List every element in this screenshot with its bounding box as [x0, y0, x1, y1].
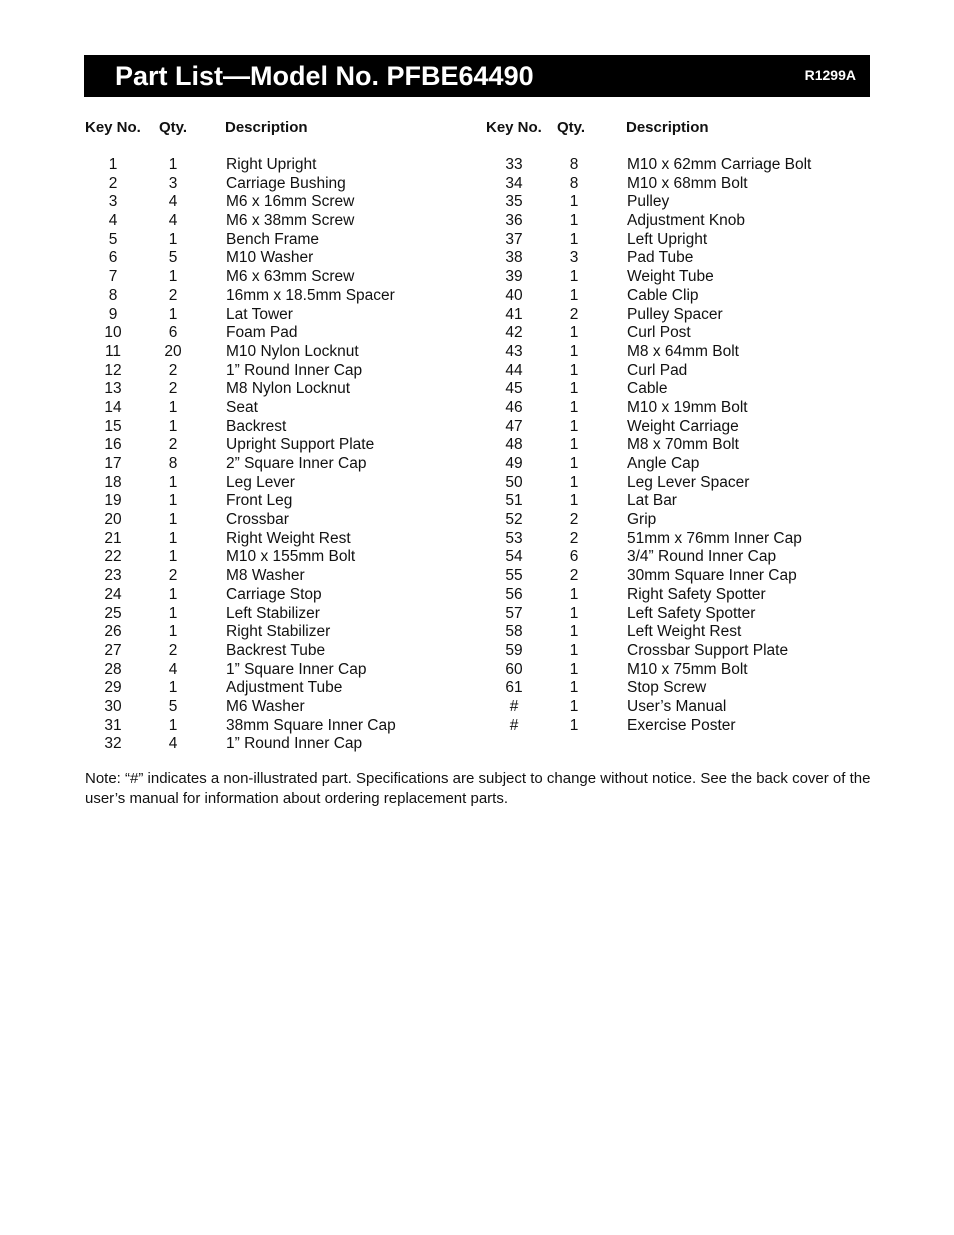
part-key-no: 39 — [505, 268, 523, 286]
part-row — [0, 679, 470, 698]
part-row — [470, 175, 910, 194]
part-row — [470, 231, 910, 250]
part-row — [470, 474, 910, 493]
part-key-no: # — [509, 716, 519, 734]
part-description: Pulley — [627, 193, 670, 211]
part-row — [0, 362, 470, 381]
part-qty: 3 — [168, 174, 178, 192]
right-key-no-header: Key No. — [486, 119, 542, 136]
part-row — [470, 212, 910, 231]
part-key-no: 5 — [108, 230, 118, 248]
part-qty: 2 — [168, 361, 178, 379]
part-key-no: 15 — [104, 417, 122, 435]
part-description: Foam Pad — [226, 324, 298, 342]
part-key-no: 12 — [104, 361, 122, 379]
part-key-no: 58 — [505, 623, 523, 641]
part-description: 51mm x 76mm Inner Cap — [627, 529, 802, 547]
part-key-no: 52 — [505, 511, 523, 529]
part-description: Front Leg — [226, 492, 293, 510]
parts-list-left — [0, 156, 470, 754]
part-key-no: 25 — [104, 604, 122, 622]
part-row — [470, 399, 910, 418]
part-row — [470, 717, 910, 736]
part-key-no: 56 — [505, 585, 523, 603]
part-description: Angle Cap — [627, 455, 700, 472]
part-key-no: 33 — [505, 156, 523, 173]
part-qty: 1 — [569, 212, 579, 230]
part-description: Upright Support Plate — [226, 436, 375, 454]
part-row — [0, 735, 470, 754]
part-qty: 2 — [168, 286, 178, 304]
part-qty: 1 — [569, 342, 579, 360]
part-description: M8 Nylon Locknut — [226, 380, 351, 398]
part-qty: 8 — [569, 156, 579, 173]
part-description: Pad Tube — [627, 249, 694, 267]
part-key-no: 14 — [104, 398, 122, 416]
part-key-no: 36 — [505, 212, 523, 230]
part-description: M6 x 63mm Screw — [226, 268, 355, 286]
part-description: Weight Carriage — [627, 417, 739, 435]
part-key-no: 42 — [505, 324, 523, 342]
part-row — [470, 249, 910, 268]
part-key-no: 3 — [108, 193, 118, 211]
part-description: M10 x 62mm Carriage Bolt — [627, 156, 812, 173]
title-bar — [84, 55, 870, 97]
part-qty: 6 — [168, 324, 178, 342]
part-description: M6 Washer — [226, 697, 305, 715]
part-key-no: 49 — [505, 455, 523, 472]
parts-list-right — [470, 156, 910, 735]
part-description: Weight Tube — [627, 268, 714, 286]
part-qty: 1 — [168, 417, 178, 435]
right-qty-header: Qty. — [557, 119, 586, 136]
part-row — [470, 362, 910, 381]
part-key-no: 48 — [505, 436, 523, 454]
part-description: Lat Bar — [627, 492, 677, 510]
part-row — [0, 175, 470, 194]
part-description: Cable — [627, 380, 668, 398]
part-key-no: 6 — [108, 249, 118, 267]
part-key-no: 30 — [104, 697, 122, 715]
part-key-no: 44 — [505, 361, 523, 379]
part-row — [0, 567, 470, 586]
part-key-no: 46 — [505, 398, 523, 416]
part-key-no: 26 — [104, 623, 122, 641]
part-description: Pulley Spacer — [627, 305, 723, 323]
part-row — [470, 511, 910, 530]
part-qty: 2 — [168, 380, 178, 398]
part-description: User’s Manual — [627, 697, 727, 715]
part-qty: 1 — [168, 230, 178, 248]
part-qty: 5 — [168, 249, 178, 267]
part-key-no: 11 — [104, 342, 122, 360]
part-qty: 1 — [168, 679, 178, 697]
part-qty: 1 — [569, 604, 579, 622]
part-row — [470, 343, 910, 362]
part-description: 3/4” Round Inner Cap — [627, 548, 777, 566]
part-description: Right Safety Spotter — [627, 585, 766, 603]
part-key-no: 8 — [108, 286, 118, 304]
part-description: Seat — [226, 398, 258, 416]
part-row — [0, 343, 470, 362]
part-row — [470, 698, 910, 717]
part-key-no: 20 — [104, 511, 122, 529]
part-description: Right Stabilizer — [226, 623, 331, 641]
part-qty: 1 — [168, 623, 178, 641]
part-row — [470, 548, 910, 567]
part-key-no: 18 — [104, 473, 122, 491]
part-qty: 2 — [168, 567, 178, 585]
part-description: Backrest Tube — [226, 641, 326, 659]
part-key-no: 16 — [104, 436, 122, 454]
part-key-no: 29 — [104, 679, 122, 697]
part-description: Lat Tower — [226, 305, 293, 323]
part-row — [0, 661, 470, 680]
part-description: Right Upright — [226, 156, 317, 173]
part-qty: 4 — [168, 735, 178, 753]
part-key-no: 45 — [505, 380, 523, 398]
part-qty: 20 — [164, 342, 182, 360]
part-description: Carriage Stop — [226, 585, 322, 603]
part-key-no: 27 — [104, 641, 122, 659]
part-key-no: 24 — [104, 585, 122, 603]
part-key-no: 1 — [108, 156, 118, 173]
part-qty: 4 — [168, 660, 178, 678]
part-key-no: 13 — [104, 380, 122, 398]
part-description: Adjustment Knob — [627, 212, 746, 230]
left-description-header: Description — [225, 119, 308, 136]
part-qty: 2 — [569, 511, 579, 529]
part-row — [0, 492, 470, 511]
part-description: Crossbar Support Plate — [627, 641, 789, 659]
part-qty: 5 — [168, 697, 178, 715]
part-key-no: 59 — [505, 641, 523, 659]
part-key-no: 47 — [505, 417, 523, 435]
part-key-no: 53 — [505, 529, 523, 547]
part-row — [0, 548, 470, 567]
part-row — [470, 623, 910, 642]
part-row — [470, 661, 910, 680]
part-key-no: 17 — [104, 455, 122, 472]
part-description: 2” Square Inner Cap — [226, 455, 367, 472]
part-key-no: 34 — [505, 174, 523, 192]
part-row — [470, 156, 910, 175]
part-key-no: 23 — [104, 567, 122, 585]
part-row — [470, 455, 910, 474]
part-qty: 4 — [168, 212, 178, 230]
part-qty: 1 — [168, 268, 178, 286]
part-key-no: 60 — [505, 660, 523, 678]
part-description: Left Weight Rest — [627, 623, 742, 641]
part-row — [0, 324, 470, 343]
part-key-no: 37 — [505, 230, 523, 248]
part-qty: 2 — [569, 305, 579, 323]
part-row — [0, 511, 470, 530]
document-code: R1299A — [804, 67, 856, 83]
part-key-no: 55 — [505, 567, 523, 585]
part-description: Leg Lever — [226, 473, 295, 491]
part-qty: 1 — [569, 193, 579, 211]
part-row — [0, 530, 470, 549]
part-qty: 1 — [168, 492, 178, 510]
part-qty: 1 — [569, 492, 579, 510]
right-description-header: Description — [626, 119, 709, 136]
part-description: M8 x 64mm Bolt — [627, 342, 739, 360]
part-description: M8 x 70mm Bolt — [627, 436, 739, 454]
part-description: Right Weight Rest — [226, 529, 351, 547]
part-description: M6 x 38mm Screw — [226, 212, 355, 230]
part-row — [0, 268, 470, 287]
part-key-no: 7 — [108, 268, 118, 286]
part-row — [0, 193, 470, 212]
part-qty: 3 — [569, 249, 579, 267]
part-qty: 1 — [569, 324, 579, 342]
part-key-no: 2 — [108, 174, 118, 192]
part-row — [0, 455, 470, 474]
part-key-no: 38 — [505, 249, 523, 267]
part-row — [0, 156, 470, 175]
part-row — [470, 530, 910, 549]
part-description: Crossbar — [226, 511, 289, 529]
part-row — [470, 287, 910, 306]
part-description: Left Upright — [627, 230, 708, 248]
part-key-no: 35 — [505, 193, 523, 211]
part-key-no: 21 — [104, 529, 122, 547]
part-key-no: 31 — [104, 716, 122, 734]
part-row — [470, 268, 910, 287]
part-row — [470, 492, 910, 511]
part-row — [470, 586, 910, 605]
part-qty: 6 — [569, 548, 579, 566]
part-qty: 1 — [168, 156, 178, 173]
part-description: Stop Screw — [627, 679, 707, 697]
left-key-no-header: Key No. — [85, 119, 141, 136]
part-qty: 1 — [569, 268, 579, 286]
left-qty-header: Qty. — [159, 119, 188, 136]
part-description: Adjustment Tube — [226, 679, 343, 697]
part-row — [0, 212, 470, 231]
part-key-no: 32 — [104, 735, 122, 753]
part-qty: 1 — [168, 716, 178, 734]
part-row — [470, 605, 910, 624]
part-row — [470, 436, 910, 455]
part-qty: 8 — [569, 174, 579, 192]
part-qty: 1 — [569, 623, 579, 641]
part-key-no: 50 — [505, 473, 523, 491]
part-description: Leg Lever Spacer — [627, 473, 750, 491]
part-description: M8 Washer — [226, 567, 305, 585]
part-row — [0, 436, 470, 455]
part-row — [0, 306, 470, 325]
part-description: M10 x 75mm Bolt — [627, 660, 748, 678]
part-qty: 1 — [569, 585, 579, 603]
part-key-no: 28 — [104, 660, 122, 678]
part-row — [0, 474, 470, 493]
part-qty: 1 — [168, 511, 178, 529]
part-description: 38mm Square Inner Cap — [226, 716, 396, 734]
part-description: Left Safety Spotter — [627, 604, 756, 622]
part-row — [470, 567, 910, 586]
part-description: 16mm x 18.5mm Spacer — [226, 286, 395, 304]
part-row — [0, 586, 470, 605]
part-description: Carriage Bushing — [226, 174, 346, 192]
part-key-no: 10 — [104, 324, 122, 342]
part-description: Curl Pad — [627, 361, 688, 379]
part-row — [0, 399, 470, 418]
part-key-no: 19 — [104, 492, 122, 510]
part-description: Grip — [627, 511, 657, 529]
part-description: M10 x 155mm Bolt — [226, 548, 356, 566]
part-description: Bench Frame — [226, 230, 320, 248]
part-description: Backrest — [226, 417, 287, 435]
part-description: M10 x 19mm Bolt — [627, 398, 748, 416]
part-key-no: 43 — [505, 342, 523, 360]
part-row — [0, 418, 470, 437]
part-row — [470, 193, 910, 212]
part-row — [470, 642, 910, 661]
part-qty: 1 — [569, 417, 579, 435]
part-description: M6 x 16mm Screw — [226, 193, 355, 211]
part-key-no: 9 — [108, 305, 118, 323]
part-description: 1” Round Inner Cap — [226, 735, 363, 753]
part-description: 1” Square Inner Cap — [226, 660, 367, 678]
part-row — [0, 717, 470, 736]
part-row — [470, 324, 910, 343]
part-description: M10 x 68mm Bolt — [627, 174, 748, 192]
part-qty: 1 — [569, 660, 579, 678]
part-row — [0, 380, 470, 399]
part-description: Exercise Poster — [627, 716, 736, 734]
part-qty: 8 — [168, 455, 178, 472]
part-description: M10 Washer — [226, 249, 314, 267]
part-key-no: 51 — [505, 492, 523, 510]
part-qty: 1 — [569, 716, 579, 734]
part-key-no: # — [509, 697, 519, 715]
part-qty: 1 — [168, 305, 178, 323]
part-qty: 1 — [569, 641, 579, 659]
part-description: Curl Post — [627, 324, 691, 342]
part-row — [0, 605, 470, 624]
part-qty: 1 — [168, 604, 178, 622]
part-qty: 1 — [569, 398, 579, 416]
part-qty: 1 — [569, 679, 579, 697]
part-qty: 2 — [168, 436, 178, 454]
part-key-no: 40 — [505, 286, 523, 304]
part-qty: 1 — [168, 473, 178, 491]
part-qty: 1 — [569, 697, 579, 715]
footnote: Note: “#” indicates a non-illustrated part. Specifications are subject to change without notice. See the back cover of the user’s manual for information about ordering replacement parts. — [85, 770, 871, 807]
page-title: Part List—Model No. PFBE64490 — [115, 61, 534, 91]
part-qty: 1 — [168, 398, 178, 416]
part-qty: 4 — [168, 193, 178, 211]
part-key-no: 22 — [104, 548, 122, 566]
part-description: Left Stabilizer — [226, 604, 320, 622]
part-qty: 1 — [168, 585, 178, 603]
part-qty: 1 — [168, 548, 178, 566]
part-description: M10 Nylon Locknut — [226, 342, 359, 360]
part-key-no: 4 — [108, 212, 118, 230]
part-qty: 2 — [168, 641, 178, 659]
part-row — [470, 418, 910, 437]
part-description: 30mm Square Inner Cap — [627, 567, 797, 585]
part-key-no: 57 — [505, 604, 523, 622]
part-key-no: 61 — [505, 679, 523, 697]
part-qty: 1 — [569, 230, 579, 248]
part-key-no: 54 — [505, 548, 523, 566]
part-qty: 2 — [569, 529, 579, 547]
part-key-no: 41 — [505, 305, 523, 323]
part-row — [0, 642, 470, 661]
part-description: 1” Round Inner Cap — [226, 361, 363, 379]
part-qty: 2 — [569, 567, 579, 585]
part-qty: 1 — [569, 361, 579, 379]
part-qty: 1 — [569, 473, 579, 491]
part-row — [0, 287, 470, 306]
part-qty: 1 — [168, 529, 178, 547]
part-row — [470, 679, 910, 698]
part-row — [470, 306, 910, 325]
part-qty: 1 — [569, 436, 579, 454]
part-row — [0, 623, 470, 642]
part-qty: 1 — [569, 455, 579, 472]
part-row — [0, 698, 470, 717]
part-description: Cable Clip — [627, 286, 699, 304]
part-row — [0, 231, 470, 250]
part-row — [470, 380, 910, 399]
part-qty: 1 — [569, 286, 579, 304]
part-qty: 1 — [569, 380, 579, 398]
part-row — [0, 249, 470, 268]
